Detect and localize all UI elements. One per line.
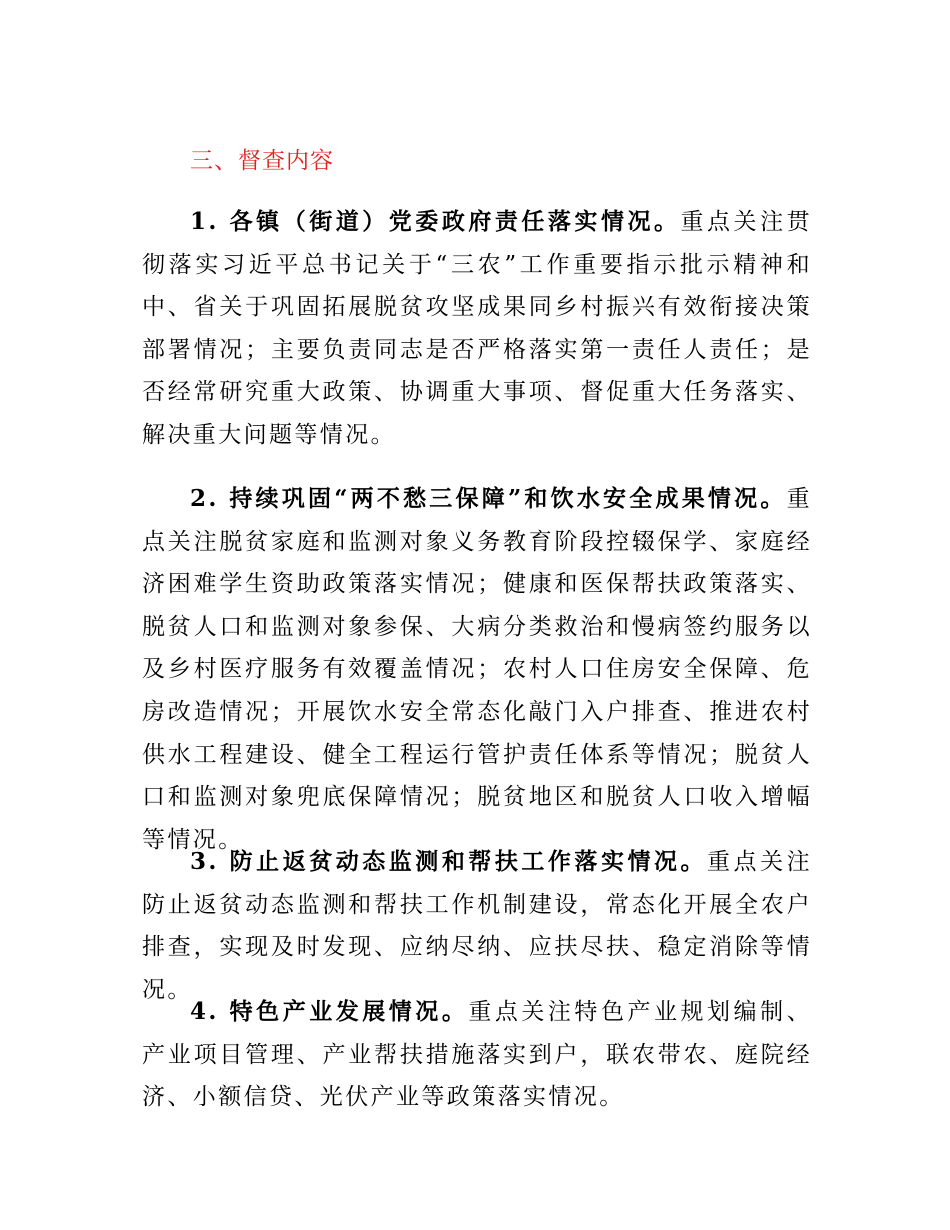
- item-number: 2.: [190, 485, 219, 512]
- item-paragraph-4: [142, 991, 812, 1119]
- item-paragraph-1: [142, 201, 812, 457]
- item-number: 1.: [190, 208, 219, 235]
- section-heading: 三、督查内容: [190, 148, 334, 174]
- item-lead: 特色产业发展情况。: [229, 998, 469, 1025]
- item-body: 重点关注脱贫家庭和监测对象义务教育阶段控辍保学、家庭经济困难学生资助政策落实情况；健康和医保帮扶政策落实、脱贫人口和监测对象参保、大病分类救治和慢病签约服务以及乡村医疗服务有效覆盖情况；农村人口住房安全保障、危房改造情况；开展饮水安全常态化敲门入户排查、推进农村供水工程建设、健全工程运行管护责任体系等情况；脱贫人口和监测对象兜底保障情况；脱贫地区和脱贫人口收入增幅等情况。: [142, 486, 812, 853]
- item-lead: 各镇（街道）党委政府责任落实情况。: [229, 208, 681, 235]
- item-paragraph-2: [142, 478, 812, 861]
- item-number: 4.: [190, 998, 219, 1025]
- item-number: 3.: [190, 848, 219, 875]
- item-body: 重点关注贯彻落实习近平总书记关于“三农”工作重要指示批示精神和中、省关于巩固拓展脱贫攻坚成果同乡村振兴有效衔接决策部署情况；主要负责同志是否严格落实第一责任人责任；是否经常研究重大政策、协调重大事项、督促重大任务落实、解决重大问题等情况。: [142, 209, 812, 448]
- item-lead: 防止返贫动态监测和帮扶工作落实情况。: [229, 848, 708, 875]
- item-body: 重点关注特色产业规划编制、产业项目管理、产业帮扶措施落实到户，联农带农、庭院经济、小额信贷、光伏产业等政策落实情况。: [142, 999, 812, 1111]
- item-paragraph-3: [142, 841, 812, 1011]
- item-lead: 持续巩固“两不愁三保障”和饮水安全成果情况。: [229, 485, 787, 512]
- item-body: 重点关注防止返贫动态监测和帮扶工作机制建设，常态化开展全农户排查，实现及时发现、应纳尽纳、应扶尽扶、稳定消除等情况。: [142, 849, 812, 1003]
